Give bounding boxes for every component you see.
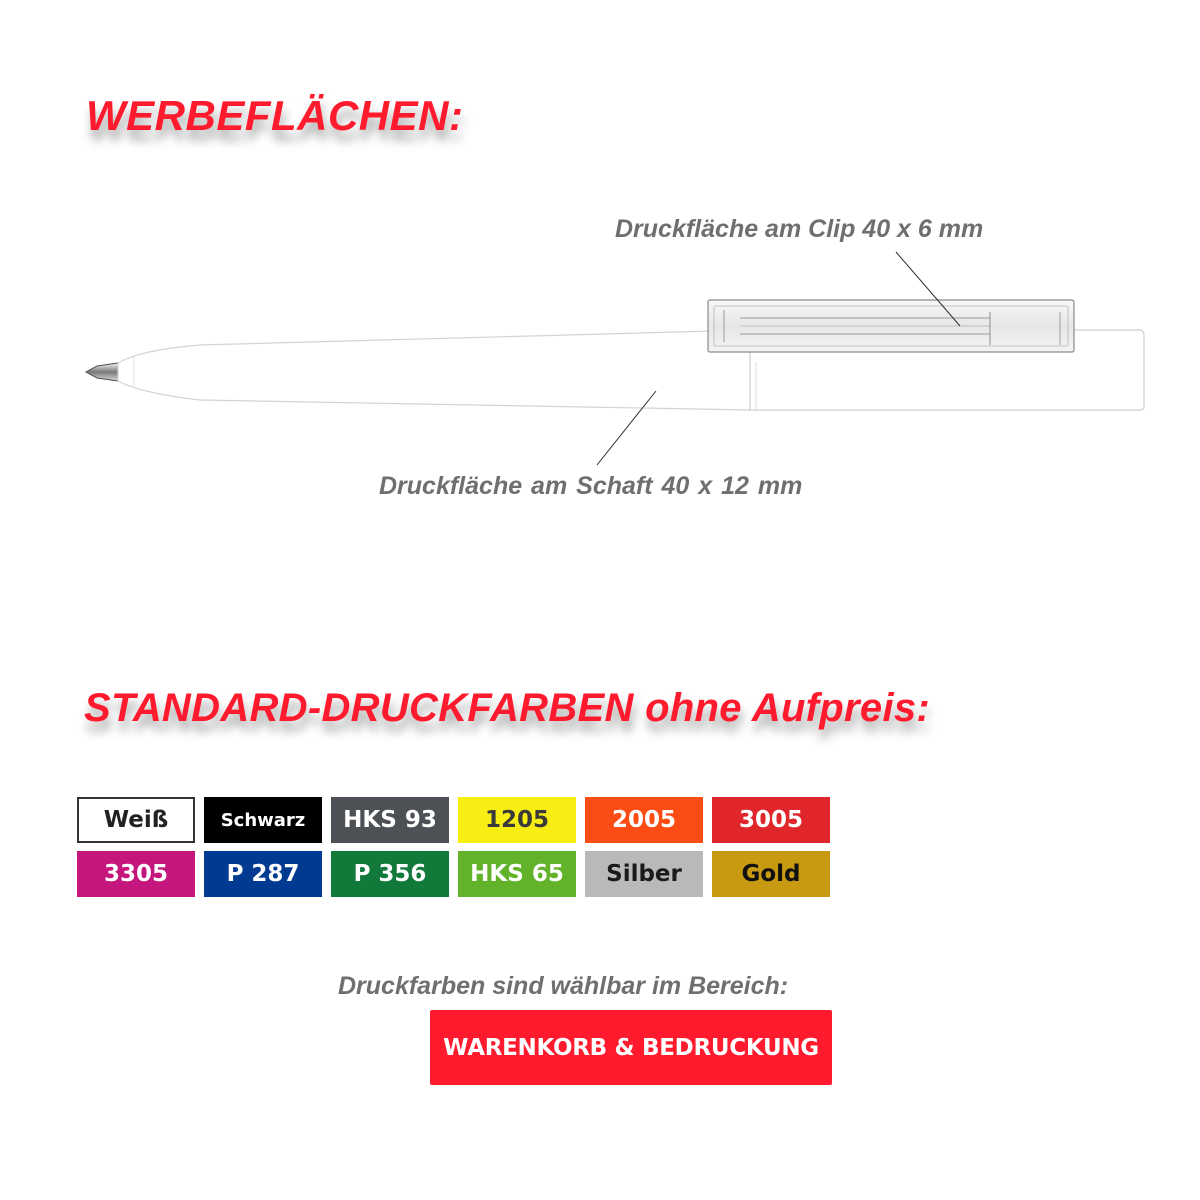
color-swatch-1205: 1205: [458, 797, 576, 843]
color-swatch-schwarz: Schwarz: [204, 797, 322, 843]
heading-standard-colors: STANDARD-DRUCKFARBEN ohne Aufpreis:: [84, 686, 931, 730]
print-color-note: Druckfarben sind wählbar im Bereich:: [338, 972, 789, 1000]
cart-and-printing-button[interactable]: WARENKORB & BEDRUCKUNG: [430, 1010, 832, 1085]
color-swatch-silber: Silber: [585, 851, 703, 897]
color-swatch-2005: 2005: [585, 797, 703, 843]
heading-print-areas: WERBEFLÄCHEN:: [86, 92, 464, 139]
color-swatch-gold: Gold: [712, 851, 830, 897]
pen-clip: [708, 300, 1074, 352]
color-swatch-hks-65: HKS 65: [458, 851, 576, 897]
clip-print-area-label: Druckfläche am Clip 40 x 6 mm: [615, 215, 984, 243]
shaft-print-area-label: Druckfläche am Schaft 40 x 12 mm: [379, 472, 803, 500]
color-swatch-p-287: P 287: [204, 851, 322, 897]
pen-shaft: [118, 330, 750, 410]
color-swatch-p-356: P 356: [331, 851, 449, 897]
color-swatch-3305: 3305: [77, 851, 195, 897]
color-swatch-grid: [77, 797, 829, 897]
pen-tip: [86, 363, 118, 381]
color-swatch-weiß: Weiß: [77, 797, 195, 843]
color-swatch-3005: 3005: [712, 797, 830, 843]
color-swatch-hks-93: HKS 93: [331, 797, 449, 843]
